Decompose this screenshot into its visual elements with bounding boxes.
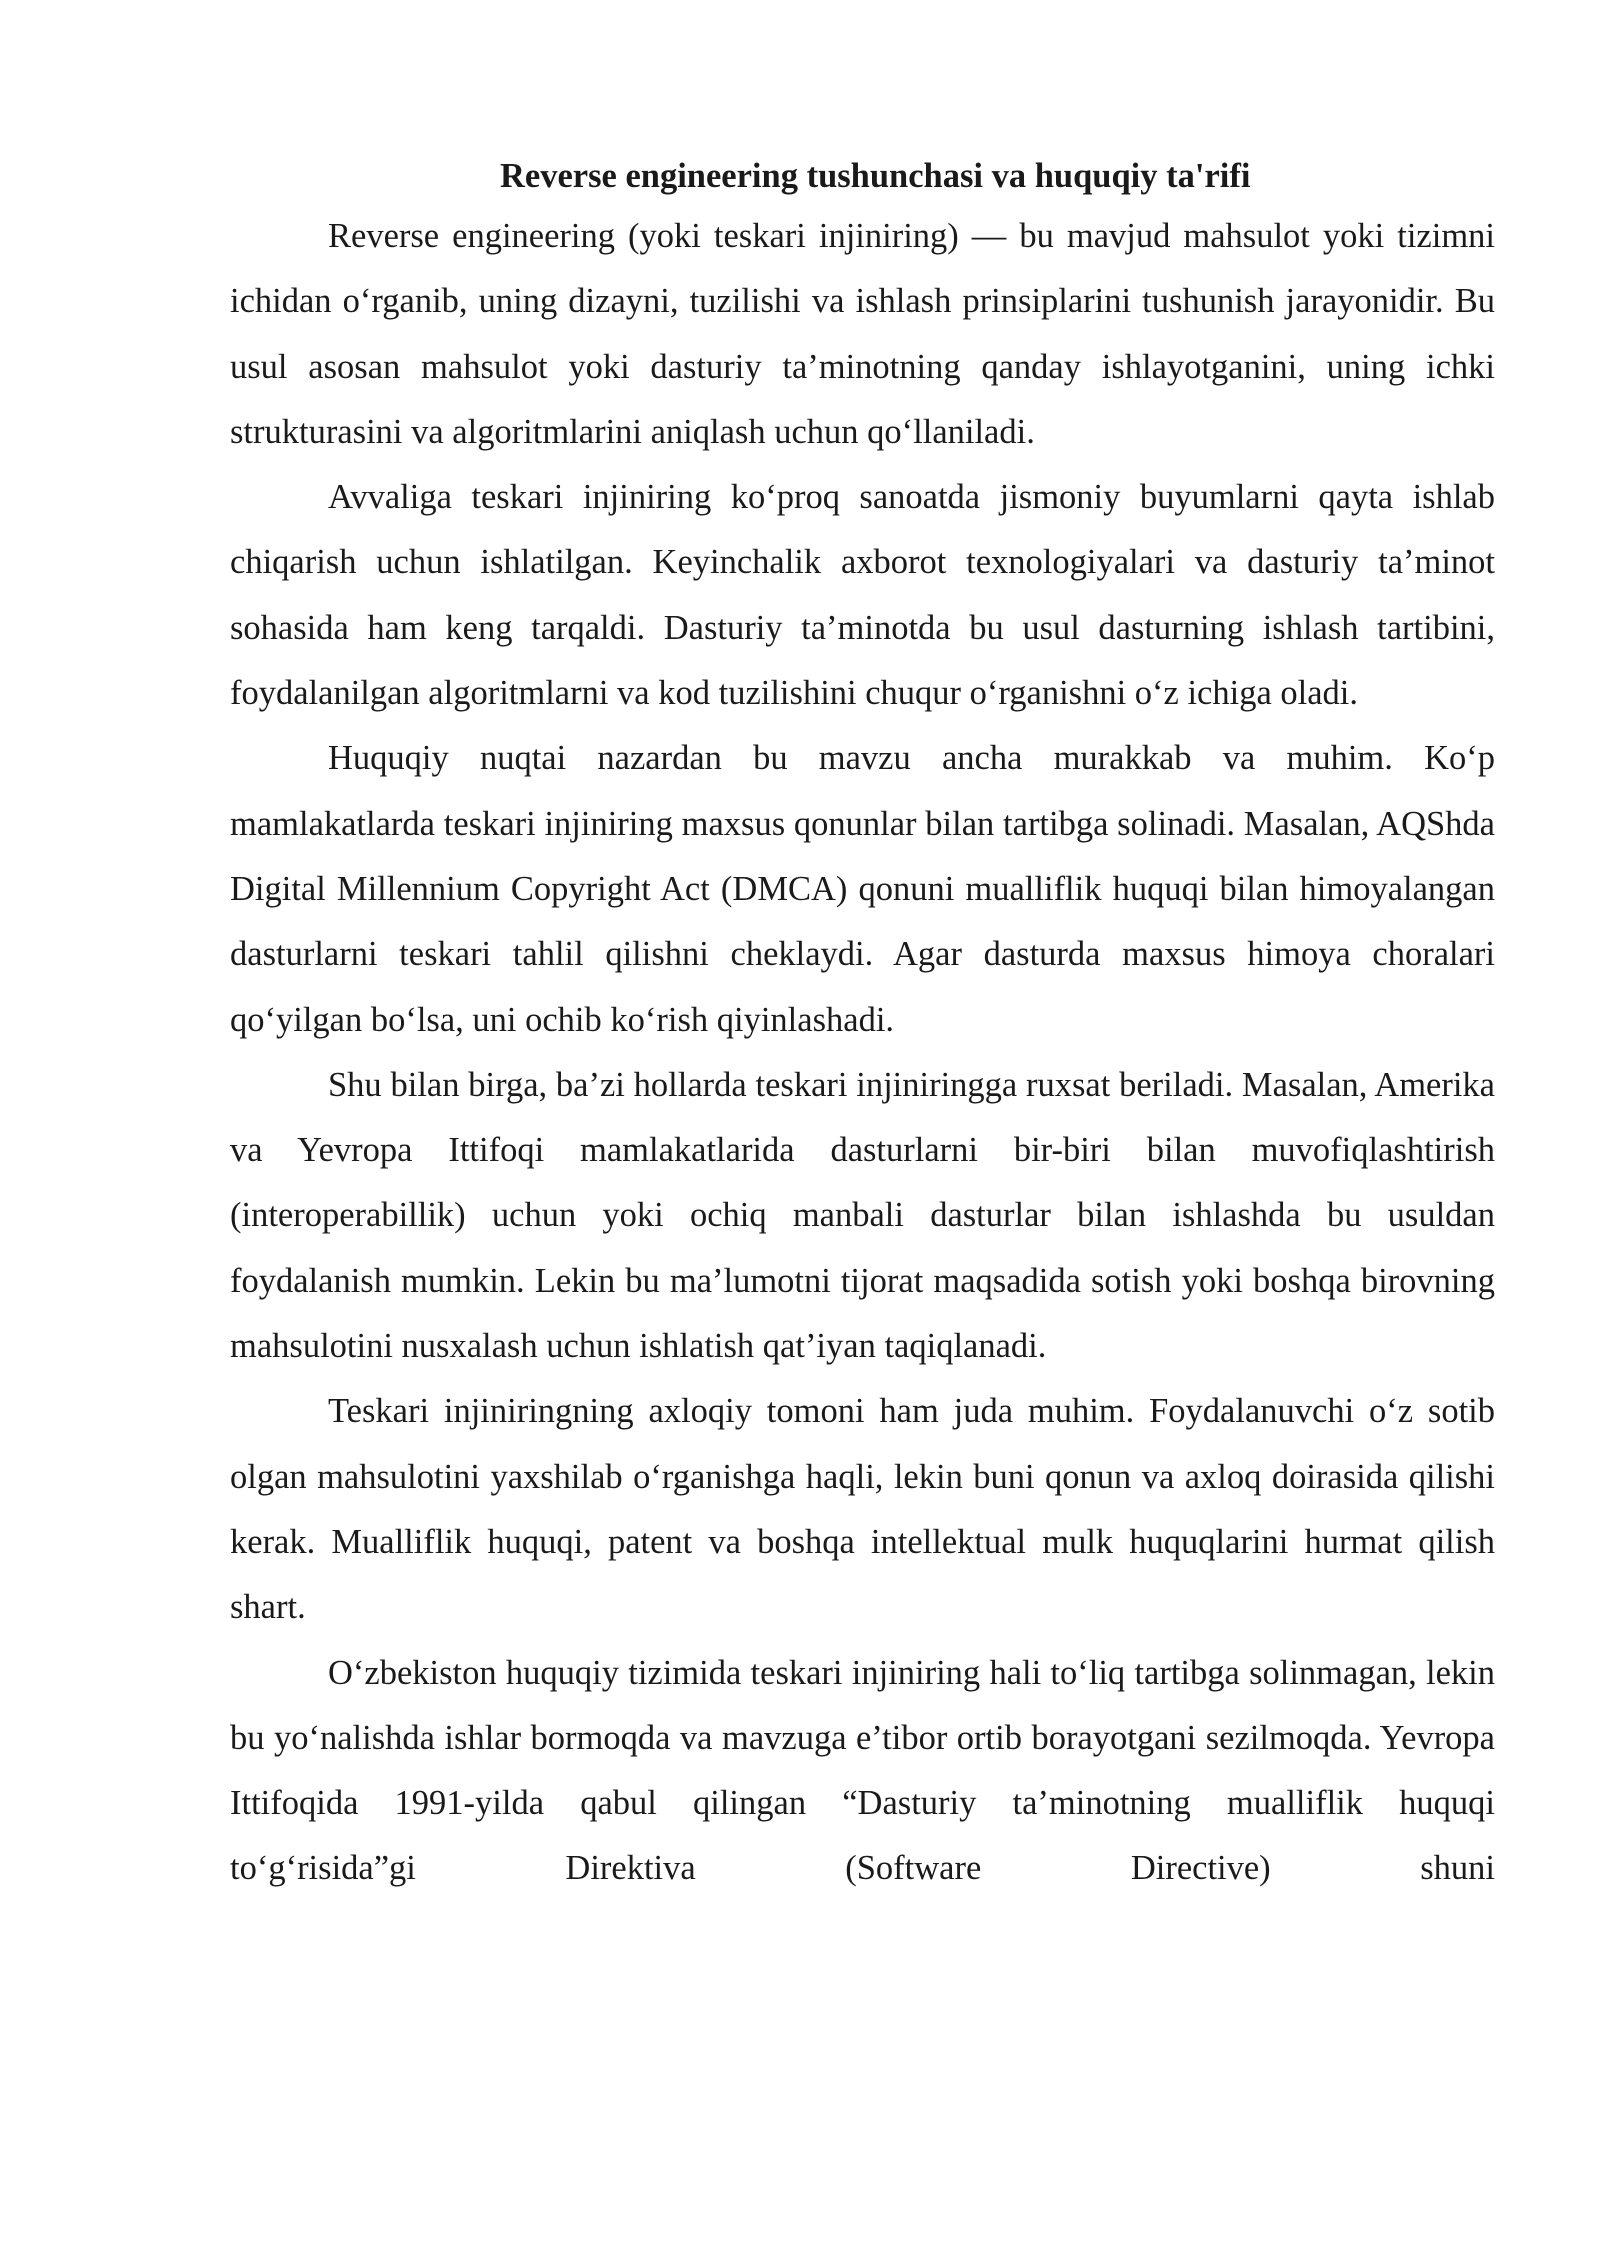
document-body [230, 148, 1495, 1902]
paragraph-ethics: Teskari injiniringning axloqiy tomoni ham juda muhim. Foydalanuvchi o‘z sotib olgan mahsulotini yaxshilab o‘rganishga haqli, lekin buni qonun va axloq doirasida qilishi kerak. Mualliflik huquqi, patent va boshqa intellektual mulk huquqlarini hurmat qilish shart. [230, 1392, 1495, 1627]
paragraph-legal-view: Huquqiy nuqtai nazardan bu mavzu ancha murakkab va muhim. Ko‘p mamlakatlarda teskari injiniring maxsus qonunlar bilan tartibga solinadi. Masalan, AQShda Digital Millennium Copyright Act (DMCA) qonuni mualliflik huquqi bilan himoyalangan dasturlarni teskari tahlil qilishni cheklaydi. Agar dasturda maxsus himoya choralari qo‘yilgan bo‘lsa, uni ochib ko‘rish qiyinlashadi. [230, 739, 1495, 1039]
paragraph-definition: Reverse engineering (yoki teskari injiniring) — bu mavjud mahsulot yoki tizimni ichidan o‘rganib, uning dizayni, tuzilishi va ishlash prinsiplarini tushunish jarayonidir. Bu usul asosan mahsulot yoki dasturiy ta’minotning qanday ishlayotganini, uning ichki strukturasini va algoritmlarini aniqlash uchun qo‘llaniladi. [230, 217, 1495, 451]
paragraph-history: Avvaliga teskari injiniring ko‘proq sanoatda jismoniy buyumlarni qayta ishlab chiqarish uchun ishlatilgan. Keyinchalik axborot texnologiyalari va dasturiy ta’minot sohasida ham keng tarqaldi. Dasturiy ta’minotda bu usul dasturning ishlash tartibini, foydalanilgan algoritmlarni va kod tuzilishini chuqur o‘rganishni o‘z ichiga oladi. [230, 478, 1495, 713]
paragraph-uzbekistan: O‘zbekiston huquqiy tizimida teskari injiniring hali to‘liq tartibga solinmagan, lekin bu yo‘nalishda ishlar bormoqda va mavzuga e’tibor ortib borayotgani sezilmoqda. Yevropa Ittifoqida 1991-yilda qabul qilingan “Dasturiy ta’minotning mualliflik huquqi to‘g‘risida”gi Direktiva (Software Directive) shuni [230, 1653, 1495, 1888]
paragraph-exceptions: Shu bilan birga, ba’zi hollarda teskari injiniringga ruxsat beriladi. Masalan, Amerika va Yevropa Ittifoqi mamlakatlarida dasturlarni bir-biri bilan muvofiqlashtirish (interoperabillik) uchun yoki ochiq manbali dasturlar bilan ishlashda bu usuldan foydalanish mumkin. Lekin bu ma’lumotni tijorat maqsadida sotish yoki boshqa birovning mahsulotini nusxalash uchun ishlatish qat’iyan taqiqlanadi. [230, 1065, 1495, 1366]
document-title: Reverse engineering tushunchasi va huquqiy ta'rifi [500, 157, 1251, 195]
